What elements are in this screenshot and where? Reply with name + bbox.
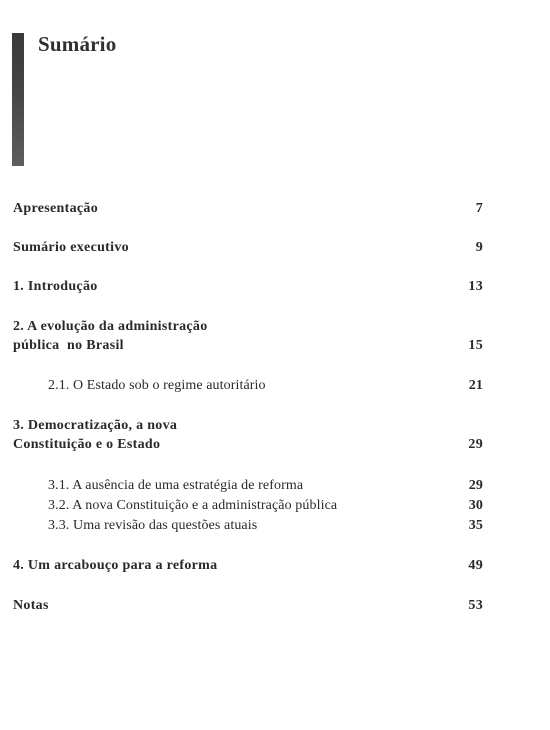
toc-entry-nova-constituicao[interactable] bbox=[48, 496, 483, 515]
toc-entry-title: 1. Introdução bbox=[13, 279, 98, 294]
toc-entry-arcabouco[interactable] bbox=[13, 556, 483, 575]
toc-page-number: 49 bbox=[468, 558, 483, 573]
toc-entry-title: 3.2. A nova Constituição e a administração pública bbox=[48, 498, 338, 513]
page-title: Sumário bbox=[38, 32, 117, 56]
toc-entry-democratizacao[interactable] bbox=[13, 416, 483, 454]
toc-page-number: 53 bbox=[468, 598, 483, 613]
toc-entry-evolucao[interactable] bbox=[13, 317, 483, 355]
toc-entry-introducao[interactable] bbox=[13, 277, 483, 296]
toc-page-number: 21 bbox=[468, 378, 483, 393]
toc-entry-title: Notas bbox=[13, 598, 49, 613]
toc-entry-sumario-executivo[interactable] bbox=[13, 238, 483, 257]
toc-entry-title: 3.3. Uma revisão das questões atuais bbox=[48, 518, 258, 533]
toc-page-number: 9 bbox=[475, 240, 483, 255]
toc-entry-title: Apresentação bbox=[13, 201, 98, 216]
toc-page-number: 13 bbox=[468, 279, 483, 294]
toc-page-number: 15 bbox=[468, 338, 483, 353]
toc-page-number: 29 bbox=[468, 437, 483, 452]
toc-entry-title: 3.1. A ausência de uma estratégia de reforma bbox=[48, 478, 304, 493]
toc-page-number: 35 bbox=[468, 518, 483, 533]
toc-entry-title: 2.1. O Estado sob o regime autoritário bbox=[48, 378, 266, 393]
toc-entry-revisao-questoes[interactable] bbox=[48, 516, 483, 535]
toc-page-number: 29 bbox=[468, 478, 483, 493]
toc-entry-title-line-2: pública no Brasil bbox=[13, 338, 124, 353]
toc-page-number: 7 bbox=[475, 201, 483, 216]
toc-entry-notas[interactable] bbox=[13, 596, 483, 615]
toc-entry-title-line-1: 3. Democratização, a nova bbox=[13, 418, 178, 433]
toc-entry-title-line-2: Constituição e o Estado bbox=[13, 437, 161, 452]
toc-page-number: 30 bbox=[468, 498, 483, 513]
toc-entry-apresentacao[interactable] bbox=[13, 199, 483, 218]
toc-entry-title: 4. Um arcabouço para a reforma bbox=[13, 558, 218, 573]
toc-entry-title-line-1: 2. A evolução da administração bbox=[13, 319, 208, 334]
toc-entry-ausencia-estrategia[interactable] bbox=[48, 476, 483, 495]
toc-entry-estado-autoritario[interactable] bbox=[48, 376, 483, 395]
toc-entry-title: Sumário executivo bbox=[13, 240, 129, 255]
